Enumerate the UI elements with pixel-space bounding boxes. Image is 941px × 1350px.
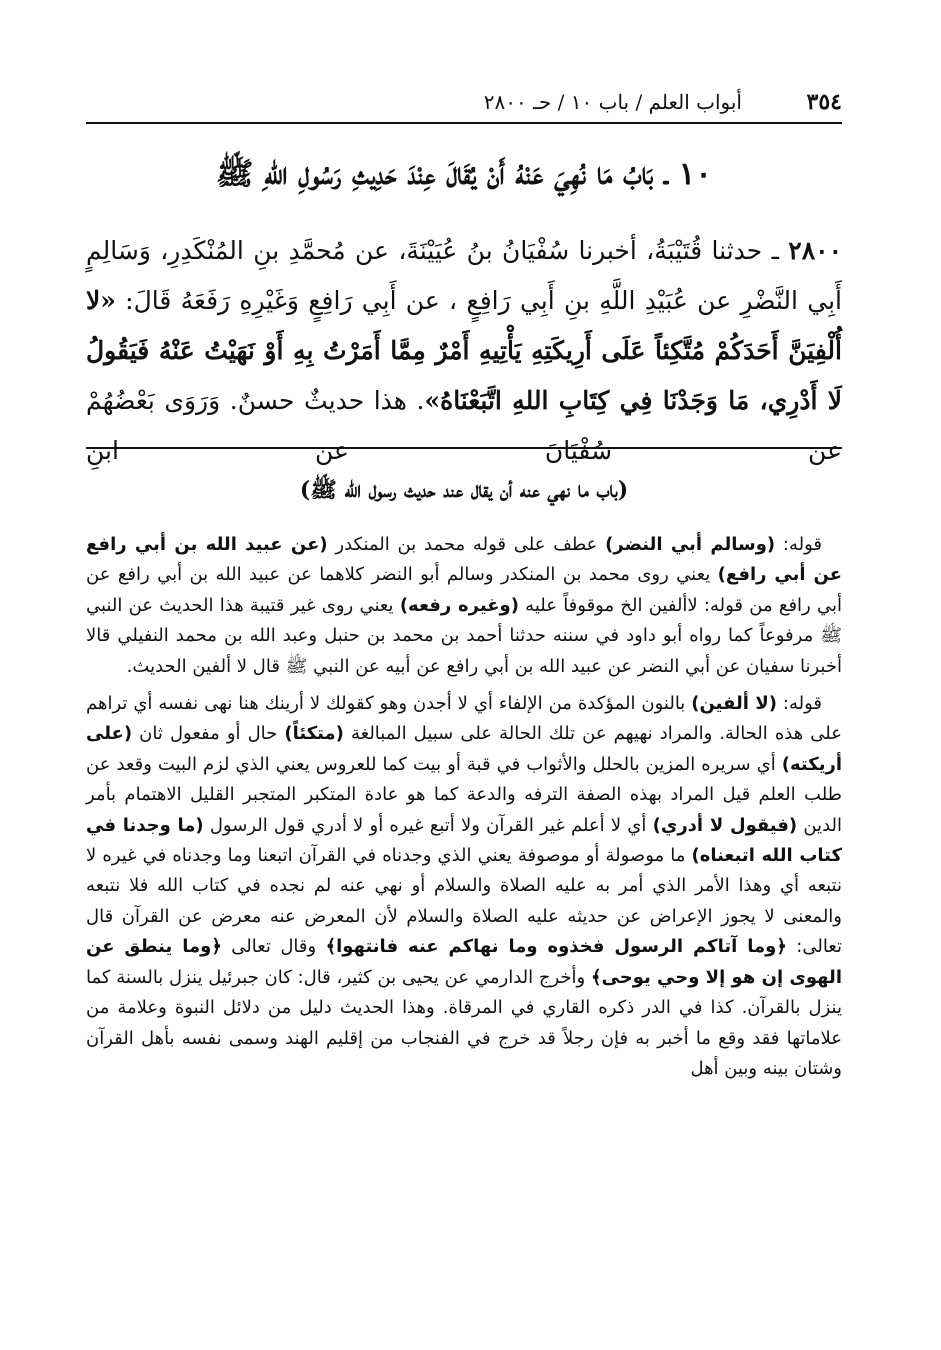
commentary-text: يعني روى محمد بن المنكدر وسالم أبو النضر كلاهما عن عبيد الله بن أبي رافع عن أبي رافع من قوله: لاألفين الخ موقوفاً عليه [86, 564, 842, 616]
page-header [86, 82, 842, 124]
quoted-phrase: (وسالم أبي النضر) [605, 534, 776, 555]
commentary-body [86, 530, 842, 1084]
page-number: ٣٥٤ [806, 89, 842, 115]
commentary-text: وقال تعالى [221, 936, 326, 958]
quoted-phrase: ﴿وما آتاكم الرسول فخذوه وما نهاكم عنه فانتهوا﴾ [325, 936, 787, 958]
commentary-paragraph-2 [86, 689, 842, 1084]
quoted-phrase: (على أريكته) [86, 723, 842, 775]
running-title: أبواب العلم / باب ١٠ / حـ ٢٨٠٠ [483, 90, 742, 114]
quoted-phrase: ﴿وما ينطق عن الهوى إن هو إلا وحي يوحى﴾ [86, 936, 842, 988]
hadith-matn: «لا أُلْفِيَنَّ أَحَدَكُمْ مُتَّكِئاً عَلَى أَرِيكَتِهِ يَأْتِيهِ أَمْرٌ مِمَّا أَمَرْتُ بِهِ أَوْ نَهَيْتُ عَنْهُ فَيَقُولُ لَا أَدْرِي، مَا وَجَدْنَا فِي كِتَابِ اللهِ اتَّبَعْنَاهُ» [86, 286, 842, 415]
commentary-text: ما موصولة أو موصوفة يعني الذي وجدناه في القرآن اتبعنا وما وجدناه في غيره لا نتبعه أي وهذا الأمر الذي أمر به عليه الصلاة والسلام أو نهي عنه لم نجده في كتاب الله فلا نتبعه والمعنى لا يجوز الإعراض عن حديثه عليه الصلاة والسلام لأن المعرض عنه معرض عن القرآن قال تعالى: [86, 845, 842, 958]
commentary-text: أي سريره المزين بالحلل والأثواب في قبة أو بيت كما للعروس يعني الذي لزم البيت وقعد عن طلب العلم قيل المراد بهذه الصفة الترفه والدعة كما هو عادة المتكبر المتجبر القليل الاهتمام بأمر الدين [86, 753, 842, 836]
commentary-text: عطف على قوله محمد بن المنكدر [327, 534, 606, 555]
chapter-title: ١٠ ـ بَابُ مَا نُهِيَ عَنْهُ أَنْ يُقَالَ عِنْدَ حَدِيثِ رَسُولِ اللهِ ﷺ [216, 156, 712, 192]
commentary-text: حال أو مفعول ثان [132, 723, 285, 745]
footnote-separator [86, 447, 842, 449]
hadith-number: ٢٨٠٠ [788, 236, 842, 265]
commentary-text: بالنون المؤكدة من الإلفاء أي لا أجدن وهو كقولك لا أرينك هنا نهى نفسه أي تراهم على هذه الحالة. والمراد نهيهم عن تلك الحالة على سبيل المبالغة [86, 693, 842, 745]
hadith-paragraph [86, 226, 842, 476]
quoted-phrase: (ما وجدنا في كتاب الله اتبعناه) [86, 814, 842, 867]
commentary-text: أي لا أعلم غير القرآن ولا أتبع غيره أو لا أدري قول الرسول [203, 814, 653, 836]
quoted-phrase: (وغيره رفعه) [399, 594, 519, 616]
hadith-text [86, 226, 842, 476]
commentary-paragraph-1 [86, 530, 842, 682]
commentary-text: قوله: [775, 534, 822, 555]
commentary-text: قوله: [776, 693, 823, 715]
quoted-phrase: (فيقول لا أدري) [652, 814, 798, 836]
commentary-title: (باب ما نهي عنه أن يقال عند حديث رسول الله ﷺ) [299, 477, 629, 503]
book-page [86, 82, 842, 1332]
hadith-isnad: ـ حدثنا قُتَيْبَةُ، أخبرنا سُفْيَانُ بنُ عُيَيْنَةَ، عن مُحمَّدِ بنِ المُنْكَدِرِ، وَسَالِمٍ أَبِي النَّضْرِ عن عُبَيْدِ اللَّهِ بنِ أَبِي رَافِعٍ ، عن أَبِي رَافِعٍ وَغَيْرِهِ رَفَعَهُ قَالَ: [86, 236, 842, 315]
hadith-grading: . هذا حديثٌ حسنٌ. وَرَوَى بَعْضُهُمْ عن سُفْيَانَ عن ابنِ [86, 386, 842, 465]
commentary-text: يعني روى غير قتيبة هذا الحديث عن النبي ﷺ مرفوعاً كما رواه أبو داود في سننه حدثنا أحمد بن محمد بن حنبل وعبد الله بن محمد النفيلي قالا أخبرنا سفيان عن أبي النضر عن عبيد الله بن أبي رافع عن أبيه عن النبي ﷺ قال لا ألفين الحديث. [86, 594, 842, 677]
quoted-phrase: (عن عبيد الله بن أبي رافع عن أبي رافع) [86, 534, 842, 586]
quoted-phrase: (متكئاً) [284, 723, 344, 745]
commentary-text: وأخرج الدارمي عن يحيى بن كثير، قال: كان جبرئيل ينزل بالسنة كما ينزل بالقرآن. كذا في الدر ذكره القاري في المرقاة. وهذا الحديث دليل من دلائل النبوة وعلامة من علاماتها فقد وقع ما أخبر به فإن رجلاً قد خرج في الفنجاب من إقليم الهند وسمى نفسه بأهل القرآن وشتان بينه وبين أهل [86, 966, 842, 1079]
quoted-phrase: (لا ألفين) [691, 693, 777, 715]
